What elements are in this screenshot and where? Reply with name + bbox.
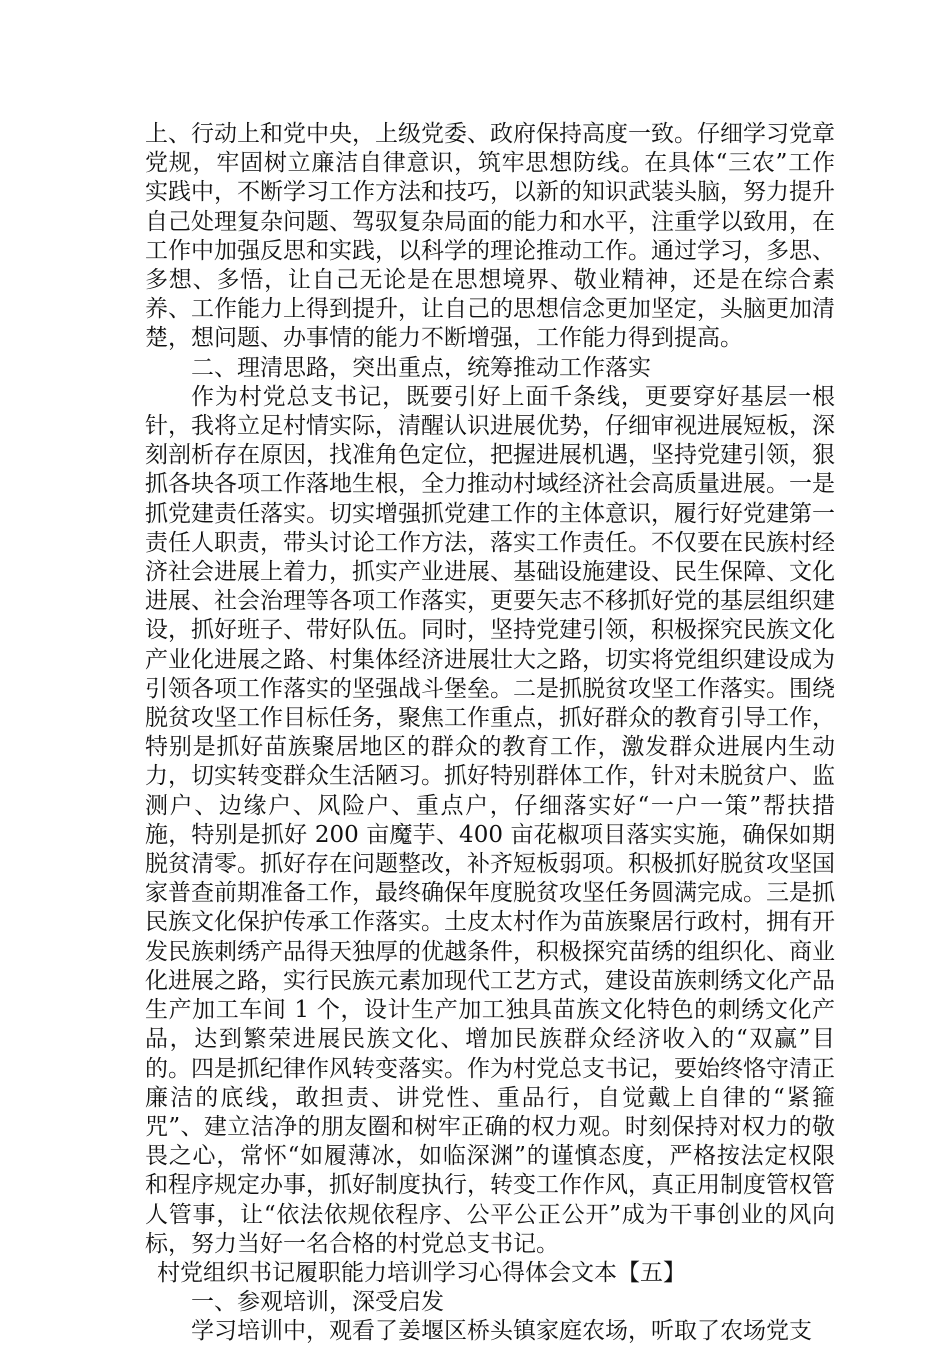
document-title: 村党组织书记履职能力培训学习心得体会文本【五】 bbox=[157, 1259, 686, 1286]
document-page bbox=[145, 120, 835, 1347]
section-heading-one: 一、参观培训，深受启发 bbox=[191, 1289, 444, 1316]
section-heading-two: 二、理清思路，突出重点，统筹推动工作落实 bbox=[191, 354, 651, 381]
body-paragraph-last: 学习培训中，观看了姜堰区桥头镇家庭农场，听取了农场党支 bbox=[191, 1318, 812, 1345]
body-paragraph-continued: 上、行动上和党中央，上级党委、政府保持高度一致。仔细学习党章党规，牢固树立廉洁自律意识，筑牢思想防线。在具体“三农”工作实践中，不断学习工作方法和技巧，以新的知识武装头脑，努力提升自己处理复杂问题、驾驭复杂局面的能力和水平，注重学以致用，在工作中加强反思和实践，以科学的理论推动工作。通过学习，多思、多想、多悟，让自己无论是在思想境界、敬业精神，还是在综合素养、工作能力上得到提升，让自己的思想信念更加坚定，头脑更加清楚，想问题、办事情的能力不断增强，工作能力得到提高。 bbox=[145, 121, 835, 352]
body-paragraph: 作为村党总支书记，既要引好上面千条线，更要穿好基层一根针，我将立足村情实际，清醒认识进展优势，仔细审视进展短板，深刻剖析存在原因，找准角色定位，把握进展机遇，坚持党建引领，狠抓各块各项工作落地生根，全力推动村域经济社会高质量进展。一是抓党建责任落实。切实增强抓党建工作的主体意识，履行好党建第一责任人职责，带头讨论工作方法，落实工作责任。不仅要在民族村经济社会进展上着力，抓实产业进展、基础设施建设、民生保障、文化进展、社会治理等各项工作落实，更要矢志不移抓好党的基层组织建设，抓好班子、带好队伍。同时，坚持党建引领，积极探究民族文化产业化进展之路、村集体经济进展壮大之路，切实将党组织建设成为引领各项工作落实的坚强战斗堡垒。二是抓脱贫攻坚工作落实。围绕脱贫攻坚工作目标任务，聚焦工作重点，抓好群众的教育引导工作，特别是抓好苗族聚居地区的群众的教育工作，激发群众进展内生动力，切实转变群众生活陋习。抓好特别群体工作，针对未脱贫户、监测户、边缘户、风险户、重点户，仔细落实好“一户一策”帮扶措施，特别是抓好 200 亩魔芋、400 亩花椒项目落实实施，确保如期脱贫清零。抓好存在问题整改，补齐短板弱项。积极抓好脱贫攻坚国家普查前期准备工作，最终确保年度脱贫攻坚任务圆满完成。三是抓民族文化保护传承工作落实。土皮太村作为苗族聚居行政村，拥有开发民族刺绣产品得天独厚的优越条件，积极探究苗绣的组织化、商业化进展之路，实行民族元素加现代工艺方式，建设苗族刺绣文化产品生产加工车间 1 个，设计生产加工独具苗族文化特色的刺绣文化产品，达到繁荣进展民族文化、增加民族群众经济收入的“双赢”目的。四是抓纪律作风转变落实。作为村党总支书记，要始终恪守清正廉洁的底线，敢担责、讲党性、重品行，自觉戴上自律的“紧箍咒”、建立洁净的朋友圈和树牢正确的权力观。时刻保持对权力的敬畏之心，常怀“如履薄冰，如临深渊”的谨慎态度，严格按法定权限和程序规定办事，抓好制度执行，转变工作作风，真正用制度管权管人管事，让“依法依规依程序、公平公正公开”成为干事创业的风向标，努力当好一名合格的村党总支书记。 bbox=[145, 383, 835, 1257]
